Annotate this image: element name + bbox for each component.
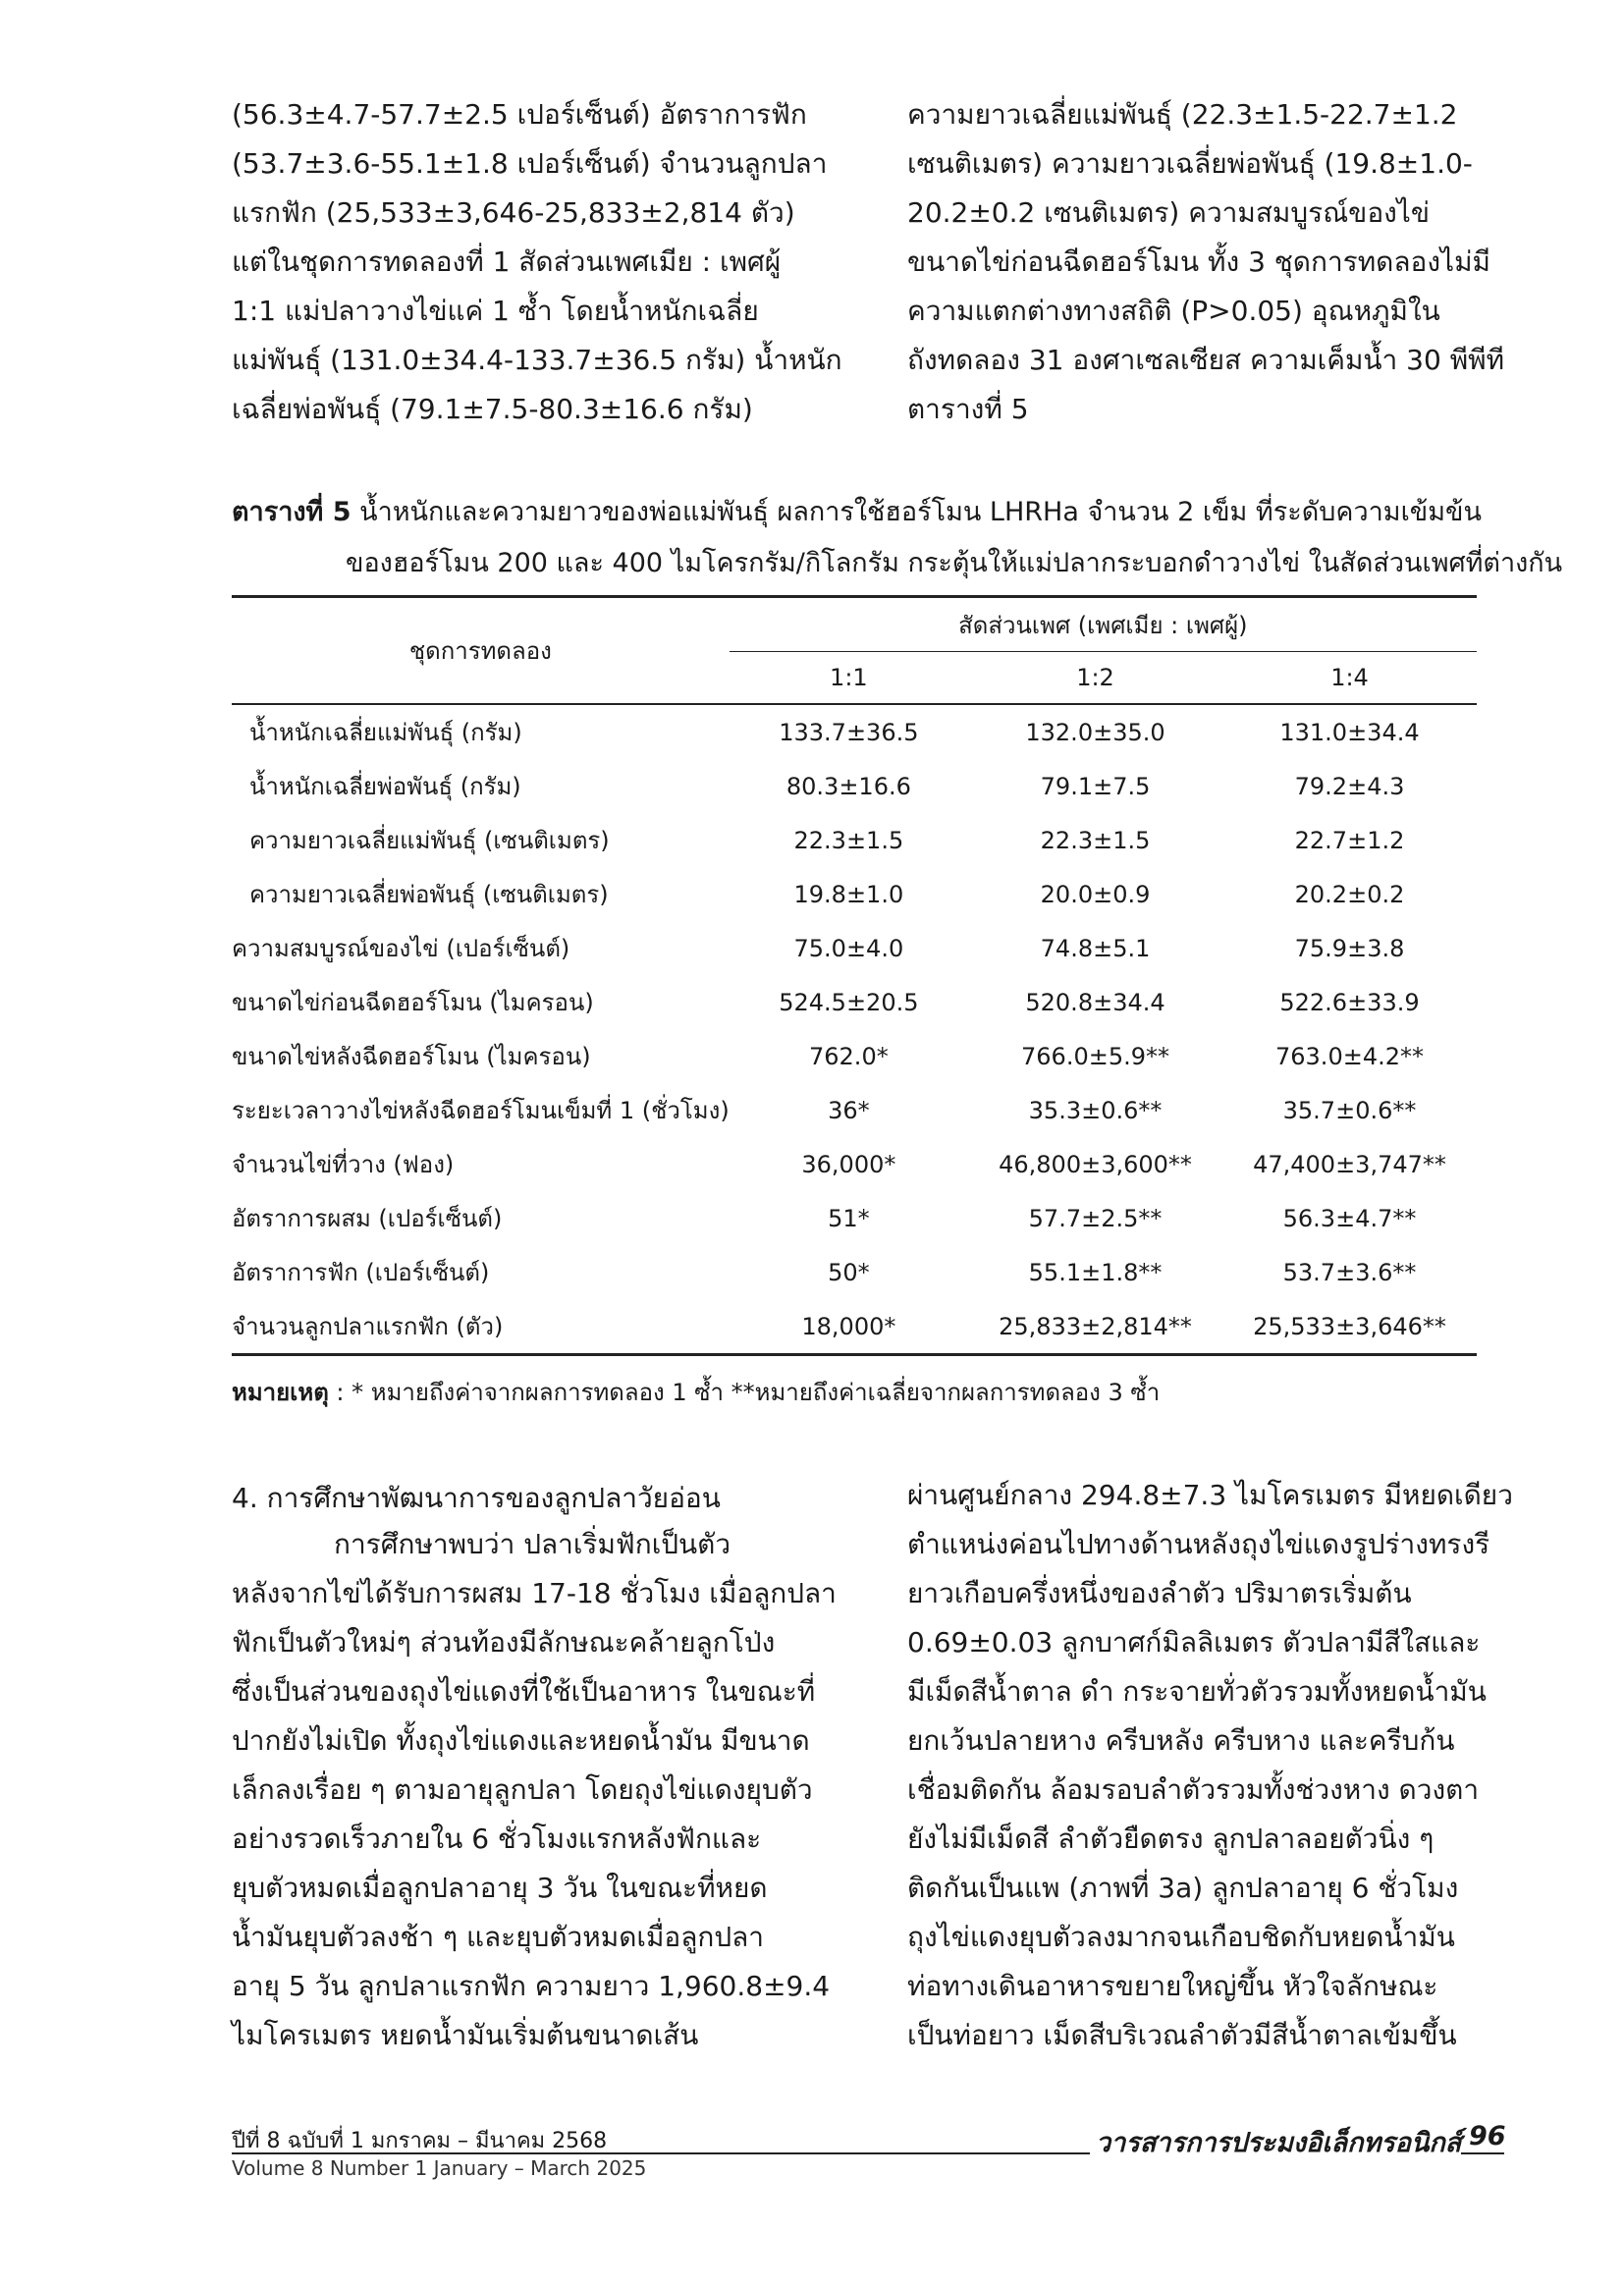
row-label: อัตราการผสม (เปอร์เซ็นต์): [232, 1205, 503, 1232]
table-row: [232, 1299, 1477, 1355]
footer-issue-thai: ปีที่ 8 ฉบับที่ 1 มกราคม – มีนาคม 2568: [232, 2129, 608, 2153]
table-cell: 35.7±0.6**: [1282, 1096, 1417, 1124]
caption-line-2: ของฮอร์โมน 200 และ 400 ไมโครกรัม/กิโลกรัม กระตุ้นให้แม่ปลากระบอกดำวางไข่ ในสัดส่วนเพศที่ต่างกัน: [346, 548, 1563, 578]
table-cell: 51*: [828, 1204, 870, 1232]
table-cell: 763.0±4.2**: [1275, 1042, 1424, 1070]
bottom-right-text-column: [907, 1471, 1513, 2060]
table-cell: 524.5±20.5: [779, 988, 919, 1016]
row-label: ความยาวเฉลี่ยแม่พันธุ์ (เซนติเมตร): [249, 827, 610, 854]
table-cell: 19.8±1.0: [793, 880, 904, 908]
text-line: 0.69±0.03 ลูกบาศก์มิลลิเมตร ตัวปลามีสีใสและ: [907, 1626, 1481, 1659]
text-line: ยังไม่มีเม็ดสี ลำตัวยืดตรง ลูกปลาลอยตัวนิ่ง ๆ: [907, 1823, 1435, 1855]
text-line: (56.3±4.7-57.7±2.5 เปอร์เซ็นต์) อัตราการฟัก: [232, 98, 807, 131]
text-line: ยกเว้นปลายหาง ครีบหลัง ครีบหาง และครีบก้น: [907, 1724, 1455, 1757]
text-line: 20.2±0.2 เซนติเมตร) ความสมบูรณ์ของไข่: [907, 196, 1431, 229]
text-line: ท่อทางเดินอาหารขยายใหญ่ขึ้น หัวใจลักษณะ: [907, 1970, 1438, 2002]
row-label: ความยาวเฉลี่ยพ่อพันธุ์ (เซนติเมตร): [249, 881, 609, 908]
table-cell: 22.7±1.2: [1294, 826, 1405, 854]
table-row: [232, 813, 1477, 867]
text-line: 1:1 แม่ปลาวางไข่แค่ 1 ซ้ำ โดยน้ำหนักเฉลี่ย: [232, 295, 759, 327]
table-cell: 18,000*: [730, 1299, 968, 1355]
text-line: ผ่านศูนย์กลาง 294.8±7.3 ไมโครเมตร มีหยดเดียว: [907, 1479, 1513, 1511]
text-line: แต่ในชุดการทดลองที่ 1 สัดส่วนเพศเมีย : เพศผู้: [232, 245, 782, 278]
text-line: เซนติเมตร) ความยาวเฉลี่ยพ่อพันธุ์ (19.8±1.0-: [907, 147, 1473, 180]
section-heading: 4. การศึกษาพัฒนาการของลูกปลาวัยอ่อน: [232, 1482, 721, 1514]
group-header-cell: สัดส่วนเพศ (เพศเมีย : เพศผู้): [730, 597, 1477, 652]
text-line: ถังทดลอง 31 องศาเซลเซียส ความเค็มน้ำ 30 พีพีที: [907, 344, 1505, 376]
text-line: เล็กลงเรื่อย ๆ ตามอายุลูกปลา โดยถุงไข่แดงยุบตัว: [232, 1773, 813, 1806]
table-cell: 520.8±34.4: [1025, 988, 1165, 1016]
text-line: แรกฟัก (25,533±3,646-25,833±2,814 ตัว): [232, 196, 795, 229]
table-cell: 20.0±0.9: [1040, 880, 1151, 908]
text-line: แม่พันธุ์ (131.0±34.4-133.7±36.5 กรัม) น้ำหนัก: [232, 344, 842, 376]
text-line: น้ำมันยุบตัวลงช้า ๆ และยุบตัวหมดเมื่อลูกปลา: [232, 1921, 764, 1953]
table-row: [232, 1191, 1477, 1245]
table-cell: 57.7±2.5**: [1028, 1204, 1163, 1232]
text-line: ความแตกต่างทางสถิติ (P>0.05) อุณหภูมิใน: [907, 295, 1440, 327]
table-cell: 522.6±33.9: [1279, 988, 1420, 1016]
table-cell: 55.1±1.8**: [1028, 1258, 1163, 1286]
table-cell: 35.3±0.6**: [1028, 1096, 1163, 1124]
text-line: ยุบตัวหมดเมื่อลูกปลาอายุ 3 วัน ในขณะที่หยด: [232, 1872, 768, 1904]
note-label: หมายเหตุ: [232, 1379, 329, 1406]
page-number: 96: [1469, 2121, 1506, 2151]
table-cell: 22.3±1.5: [1040, 826, 1151, 854]
row-label: ระยะเวลาวางไข่หลังฉีดฮอร์โมนเข็มที่ 1 (ชั่วโมง): [232, 1097, 730, 1124]
footer-issue-english: Volume 8 Number 1 January – March 2025: [232, 2156, 647, 2180]
table-row: [232, 921, 1477, 975]
text-line: ไมโครเมตร หยดน้ำมันเริ่มต้นขนาดเส้น: [232, 2019, 699, 2051]
row-label: จำนวนไข่ที่วาง (ฟอง): [232, 1151, 455, 1178]
data-table: [232, 595, 1477, 1356]
text-line: การศึกษาพบว่า ปลาเริ่มฟักเป็นตัว: [334, 1528, 731, 1560]
text-line: ความยาวเฉลี่ยแม่พันธุ์ (22.3±1.5-22.7±1.2: [907, 98, 1458, 131]
table-row: [232, 704, 1477, 759]
row-label: ความสมบูรณ์ของไข่ (เปอร์เซ็นต์): [232, 935, 570, 962]
text-line: เชื่อมติดกัน ล้อมรอบลำตัวรวมทั้งช่วงหาง ดวงตา: [907, 1773, 1480, 1806]
text-line: ตารางที่ 5: [907, 393, 1029, 425]
text-line: ถุงไข่แดงยุบตัวลงมากจนเกือบชิดกับหยดน้ำมัน: [907, 1921, 1455, 1953]
row-label: ขนาดไข่หลังฉีดฮอร์โมน (ไมครอน): [232, 1043, 591, 1070]
text-line: มีเม็ดสีน้ำตาล ดำ กระจายทั่วตัวรวมทั้งหยดน้ำมัน: [907, 1675, 1487, 1708]
top-right-text-column: [907, 90, 1505, 434]
caption-label: ตารางที่ 5: [232, 497, 352, 527]
table-cell: 56.3±4.7**: [1282, 1204, 1417, 1232]
table-row: [232, 1245, 1477, 1299]
row-label: ขนาดไข่ก่อนฉีดฮอร์โมน (ไมครอน): [232, 989, 594, 1016]
table-header-row: [232, 597, 1477, 652]
text-line: ปากยังไม่เปิด ทั้งถุงไข่แดงและหยดน้ำมัน มีขนาด: [232, 1724, 810, 1757]
note-text: : * หมายถึงค่าจากผลการทดลอง 1 ซ้ำ **หมายถึงค่าเฉลี่ยจากผลการทดลอง 3 ซ้ำ: [328, 1379, 1161, 1406]
row-label: จำนวนลูกปลาแรกฟัก (ตัว): [232, 1299, 730, 1355]
text-line: ซึ่งเป็นส่วนของถุงไข่แดงที่ใช้เป็นอาหาร ในขณะที่: [232, 1675, 816, 1708]
text-line: อายุ 5 วัน ลูกปลาแรกฟัก ความยาว 1,960.8±9.4: [232, 1970, 831, 2002]
table-row: [232, 867, 1477, 921]
table-cell: 53.7±3.6**: [1282, 1258, 1417, 1286]
text-line: เป็นท่อยาว เม็ดสีบริเวณลำตัวมีสีน้ำตาลเข้มขึ้น: [907, 2019, 1457, 2051]
table-caption: [232, 487, 1563, 589]
text-line: ขนาดไข่ก่อนฉีดฮอร์โมน ทั้ง 3 ชุดการทดลองไม่มี: [907, 245, 1490, 278]
table-cell: 75.0±4.0: [793, 934, 904, 962]
text-line: ตำแหน่งค่อนไปทางด้านหลังถุงไข่แดงรูปร่างทรงรี: [907, 1528, 1490, 1560]
table-cell: 133.7±36.5: [779, 718, 919, 746]
row-label: น้ำหนักเฉลี่ยแม่พันธุ์ (กรัม): [249, 719, 522, 746]
table-cell: 131.0±34.4: [1279, 718, 1420, 746]
table-cell: 46,800±3,600**: [999, 1150, 1192, 1178]
row-label: น้ำหนักเฉลี่ยพ่อพันธุ์ (กรัม): [249, 773, 521, 800]
table-cell: 36*: [828, 1096, 870, 1124]
table-cell: 766.0±5.9**: [1021, 1042, 1169, 1070]
table-cell: 79.2±4.3: [1294, 772, 1405, 800]
caption-text: น้ำหนักและความยาวของพ่อแม่พันธุ์ ผลการใช้ฮอร์โมน LHRHa จำนวน 2 เข็ม ที่ระดับความเข้มข้น: [351, 497, 1482, 527]
table-cell: 36,000*: [801, 1150, 896, 1178]
text-line: ฟักเป็นตัวใหม่ๆ ส่วนท้องมีลักษณะคล้ายลูกโป่ง: [232, 1626, 776, 1659]
column-header: 1:4: [1222, 652, 1477, 705]
table-row: [232, 1137, 1477, 1191]
table-cell: 74.8±5.1: [1040, 934, 1151, 962]
column-header: 1:1: [730, 652, 968, 705]
table-note: [232, 1373, 1160, 1411]
table-cell: 79.1±7.5: [1040, 772, 1151, 800]
table-cell: 762.0*: [809, 1042, 889, 1070]
top-left-text-column: [232, 90, 842, 434]
text-line: เฉลี่ยพ่อพันธุ์ (79.1±7.5-80.3±16.6 กรัม): [232, 393, 753, 425]
table-cell: 20.2±0.2: [1294, 880, 1405, 908]
table-row: [232, 1083, 1477, 1137]
table-cell: 80.3±16.6: [785, 772, 911, 800]
table-cell: 75.9±3.8: [1294, 934, 1405, 962]
table-cell: 22.3±1.5: [793, 826, 904, 854]
row-header-cell: ชุดการทดลอง: [232, 597, 730, 705]
table-row: [232, 759, 1477, 813]
table-cell: 25,833±2,814**: [968, 1299, 1222, 1355]
text-line: (53.7±3.6-55.1±1.8 เปอร์เซ็นต์) จำนวนลูกปลา: [232, 147, 828, 180]
table-cell: 47,400±3,747**: [1253, 1150, 1446, 1178]
row-label: อัตราการฟัก (เปอร์เซ็นต์): [232, 1259, 490, 1286]
text-line: หลังจากไข่ได้รับการผสม 17-18 ชั่วโมง เมื่อลูกปลา: [232, 1577, 837, 1609]
footer-journal-name: วารสารการประมงอิเล็กทรอนิกส์: [1090, 2121, 1461, 2163]
table-row: [232, 1029, 1477, 1083]
text-line: ติดกันเป็นแพ (ภาพที่ 3a) ลูกปลาอายุ 6 ชั่วโมง: [907, 1872, 1459, 1904]
table-cell: 25,533±3,646**: [1222, 1299, 1477, 1355]
bottom-left-text-column: [232, 1520, 837, 2060]
column-header: 1:2: [968, 652, 1222, 705]
table-cell: 50*: [828, 1258, 870, 1286]
table-cell: 132.0±35.0: [1025, 718, 1165, 746]
table-row: [232, 975, 1477, 1029]
text-line: ยาวเกือบครึ่งหนึ่งของลำตัว ปริมาตรเริ่มต้น: [907, 1577, 1412, 1609]
text-line: อย่างรวดเร็วภายใน 6 ชั่วโมงแรกหลังฟักและ: [232, 1823, 762, 1855]
caption-line-1: [232, 487, 1498, 538]
